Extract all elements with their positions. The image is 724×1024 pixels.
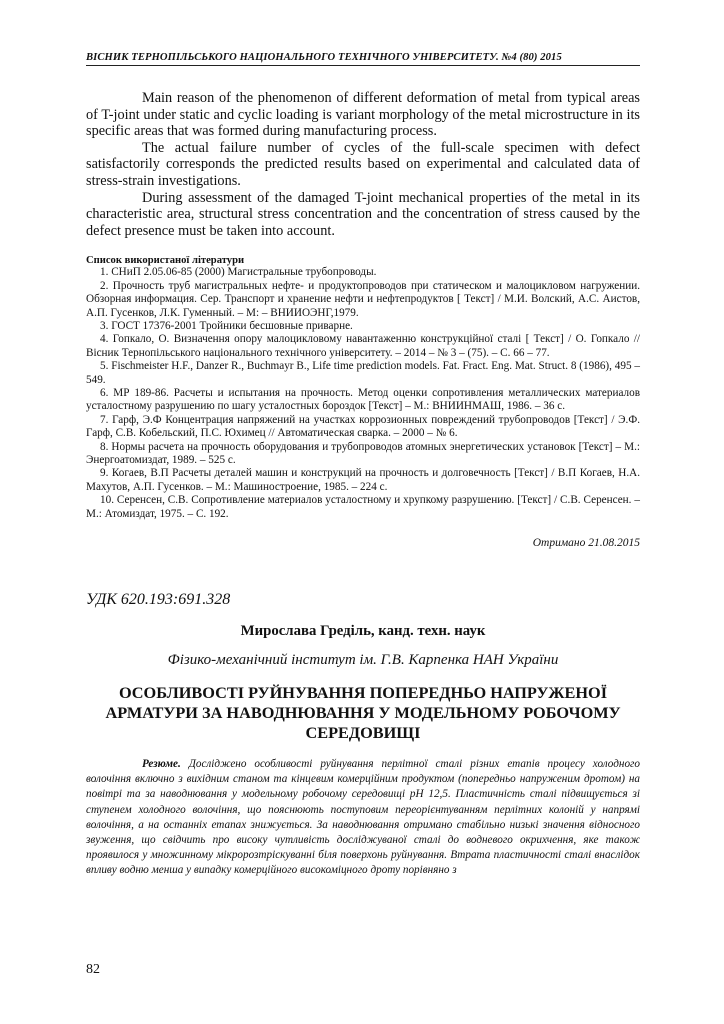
abstract-label: Резюме. (142, 758, 181, 771)
reference-item: 1. СНиП 2.05.06-85 (2000) Магистральные трубопроводы. (100, 266, 377, 279)
affiliation: Фізико-механічний інститут ім. Г.В. Карпенка НАН України (167, 652, 559, 669)
reference-list (86, 266, 640, 521)
page-number: 82 (86, 962, 100, 977)
reference-item: 7. Гарф, Э.Ф Концентрация напряжений на участках коррозионных повреждений трубопроводов [Текст] / Э.Ф. Гарф, С.В. Кобельский, П.С. Юхимец // Автоматическая сварка. – 2000 – № 6. (86, 413, 640, 440)
reference-item: 8. Нормы расчета на прочность оборудования и трубопроводов атомных энергетических установок [Текст] – М.: Энергоатомиздат, 1989. – 525 с. (86, 440, 640, 467)
reference-item: 5. Fischmeister H.F., Danzer R., Buchmayr B., Life time prediction models. Fat. Fract. Eng. Mat. Struct. 8 (1986), 495 – 549. (86, 360, 640, 386)
reference-item: 6. МР 189-86. Расчеты и испытания на прочность. Метод оценки сопротивления металлических материалов усталостному разрушению по шагу усталостных бороздок [Текст] – М.: ВНИИНМАШ, 1986. – 36 с. (86, 387, 640, 413)
reference-item: 10. Серенсен, С.В. Сопротивление материалов усталостному и хрупкому разрушению. [Текст] / С.В. Серенсен. – М.: Атомиздат, 1975. – С. 192. (86, 494, 640, 520)
paragraph: During assessment of the damaged T-joint mechanical properties of the metal in its characteristic area, structural stress concentration and the concentration of stress caused by the defect presence must be taken into account. (86, 189, 640, 239)
udk-code: УДК 620.193:691.328 (86, 591, 231, 609)
reference-item: 9. Когаев, В.П Расчеты деталей машин и конструкций на прочность и долговечность [Текст] / В.П Когаев, Н.А. Махутов, А.П. Гусенков. – М.: Машиностроение, 1985. – 224 с. (86, 467, 640, 493)
article-title: ОСОБЛИВОСТІ РУЙНУВАННЯ ПОПЕРЕДНЬО НАПРУЖЕНОЇ АРМАТУРИ ЗА НАВОДНЮВАННЯ У МОДЕЛЬНОМУ РОБОЧОМУ СЕРЕДОВИЩІ (105, 683, 621, 743)
abstract (86, 757, 640, 879)
author-name: Мирослава Греділь, канд. техн. наук (240, 623, 486, 640)
references-title: Список використаної літератури (86, 255, 245, 267)
received-date: Отримано 21.08.2015 (532, 537, 640, 550)
reference-item: 3. ГОСТ 17376-2001 Тройники бесшовные приварне. (100, 319, 353, 332)
reference-item: 4. Гопкало, О. Визначення опору малоцикловому навантаженню конструкційної сталі [ Текст] / О. Гопкало // Вісник Тернопільського національного технічного університету. – 2014 – № 3 – (75). – С. 66 – 77. (86, 333, 640, 359)
journal-header: ВІСНИК ТЕРНОПІЛЬСЬКОГО НАЦІОНАЛЬНОГО ТЕХНІЧНОГО УНІВЕРСИТЕТУ. №4 (80) 2015 (86, 52, 640, 66)
paragraph: The actual failure number of cycles of the full-scale specimen with defect satisfactorily corresponds the predicted results based on experimental and calculated data of stress-strain investigations. (86, 139, 640, 189)
article-page (86, 52, 640, 890)
reference-item: 2. Прочность труб магистральных нефте- и продуктопроводов при статическом и малоцикловом нагружении. Обзорная информация. Сер. Транспорт и хранение нефти и нефтепродуктов [ Текст] / М.И. Волский, А.С. Аистов, А.П. Гусенков, Л.К. Гуменный. – М: – ВНИИОЭНГ,1979. (86, 279, 640, 319)
conclusion-text (86, 90, 640, 239)
paragraph: Main reason of the phenomenon of different deformation of metal from typical areas of T-joint under static and cyclic loading is variant morphology of the metal microstructure in its specific areas that was formed during manufacturing process. (86, 90, 640, 140)
abstract-text: Досліджено особливості руйнування перлітної сталі різних етапів процесу холодного волочіння включно з вихідним станом та кінцевим комерційним продуктом (попередньо напруженим дротом) на повітрі та за наводнювання у модельному робочому середовищі pH 12,5. Пластичність сталі підвищується зі ступенем холодного волочіння, що пояснюють поступовим переорієнтуванням перлітних колоній у напрямі волочіння, а на останніх етапах знижується. За наводнювання отримано стабільно низькі значення відносного звуження, що свідчить про високу чутливість досліджуваної сталі до водневого окрихчення, яке також проявилося у множинному мікророзтріскуванні біля поверхонь руйнування. Втрата пластичності сталі внаслідок впливу водню менша у випадку комерційного високоміцного дроту порівняно з (86, 758, 641, 877)
